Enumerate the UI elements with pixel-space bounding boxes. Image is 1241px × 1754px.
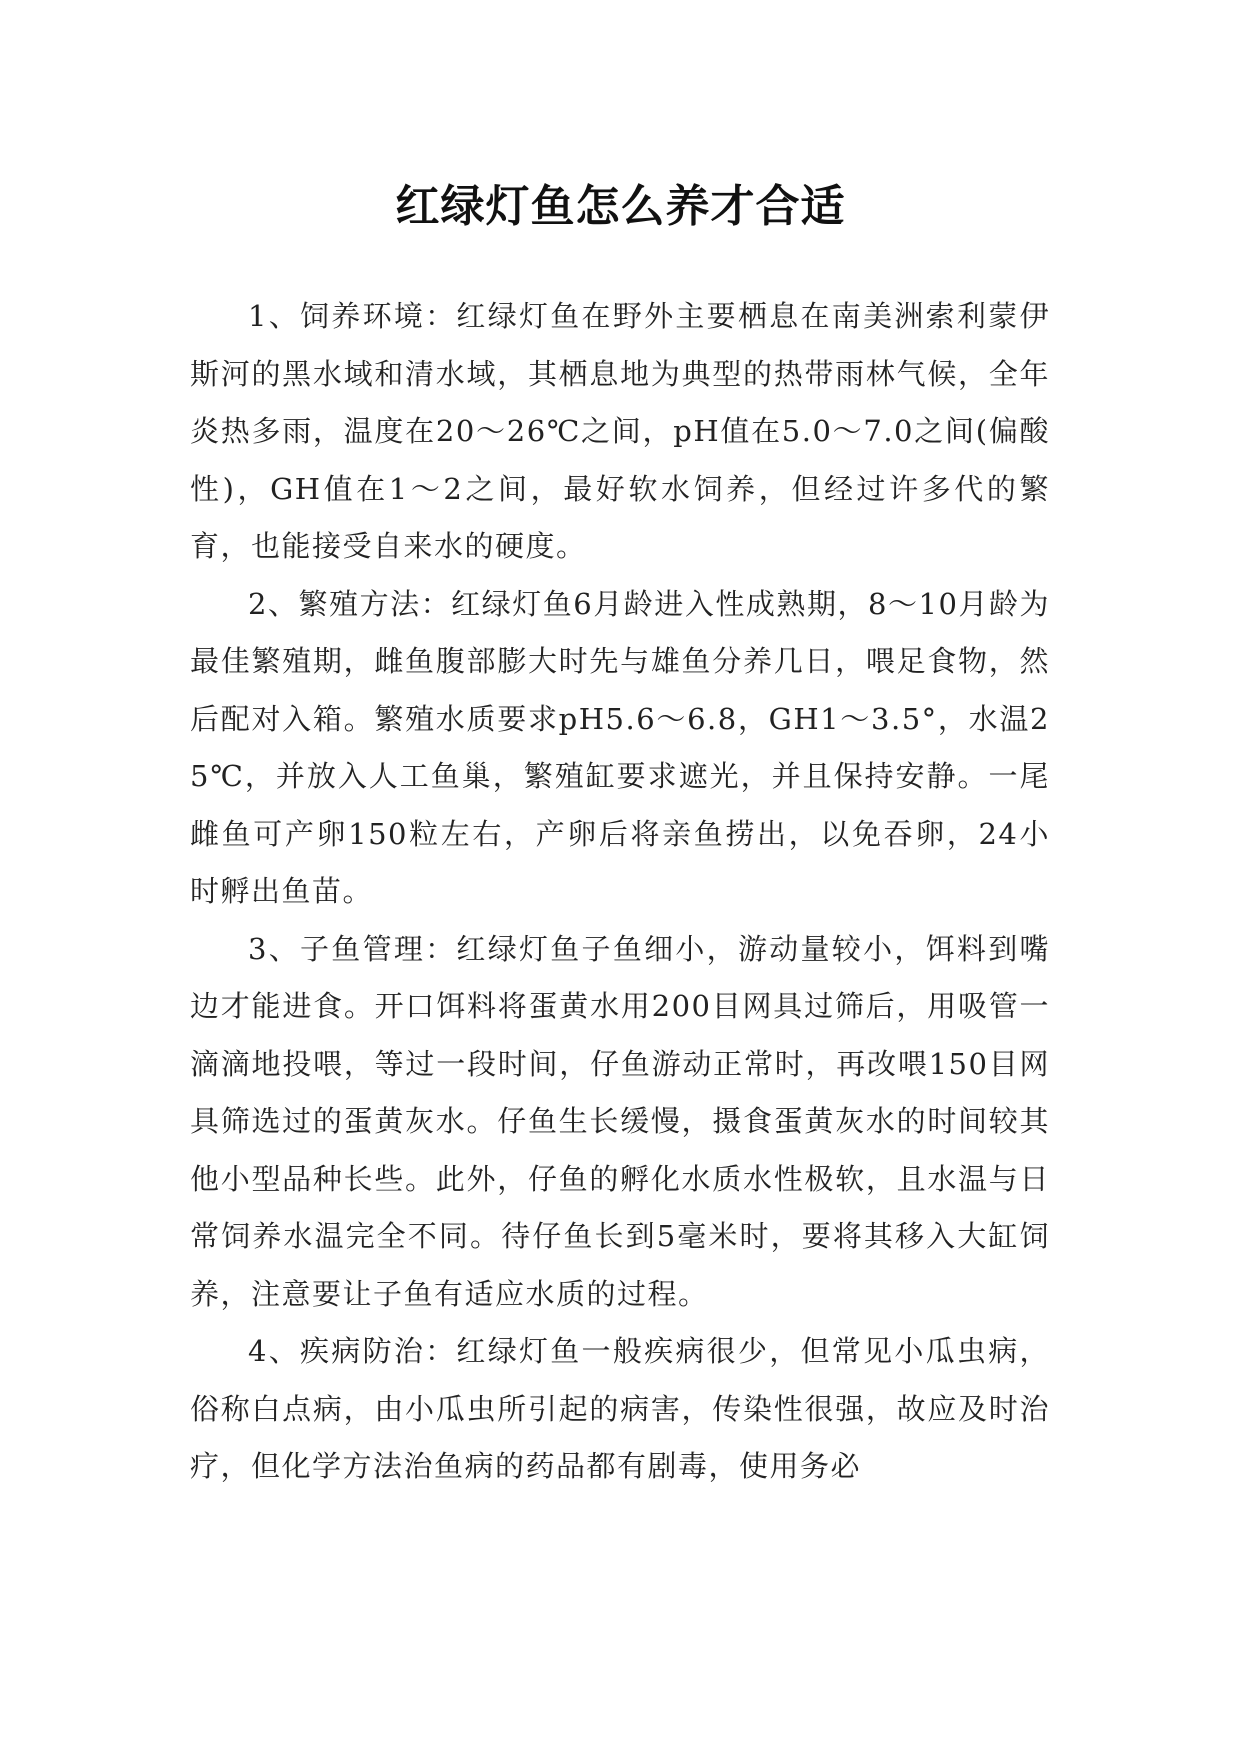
paragraph-breeding-method: 2、繁殖方法：红绿灯鱼6月龄进入性成熟期，8～10月龄为最佳繁殖期，雌鱼腹部膨大时先与雄鱼分养几日，喂足食物，然后配对入箱。繁殖水质要求pH5.6～6.8，GH1～3.5°，水温25℃，并放入人工鱼巢，繁殖缸要求遮光，并且保持安静。一尾雌鱼可产卵150粒左右，产卵后将亲鱼捞出，以免吞卵，24小时孵出鱼苗。 (190, 586, 1050, 908)
paragraph-feeding-environment: 1、饲养环境：红绿灯鱼在野外主要栖息在南美洲索利蒙伊斯河的黑水域和清水域，其栖息地为典型的热带雨林气候，全年炎热多雨，温度在20～26℃之间，pH值在5.0～7.0之间(偏酸性)，GH值在1～2之间，最好软水饲养，但经过许多代的繁育，也能接受自来水的硬度。 (190, 299, 1050, 563)
paragraph-fry-management: 3、子鱼管理：红绿灯鱼子鱼细小，游动量较小，饵料到嘴边才能进食。开口饵料将蛋黄水用200目网具过筛后，用吸管一滴滴地投喂，等过一段时间，仔鱼游动正常时，再改喂150目网具筛选过的蛋黄灰水。仔鱼生长缓慢，摄食蛋黄灰水的时间较其他小型品种长些。此外，仔鱼的孵化水质水性极软，且水温与日常饲养水温完全不同。待仔鱼长到5毫米时，要将其移入大缸饲养，注意要让子鱼有适应水质的过程。 (190, 931, 1050, 1311)
document-title: 红绿灯鱼怎么养才合适 (395, 181, 846, 233)
paragraph-disease-prevention: 4、疾病防治：红绿灯鱼一般疾病很少，但常见小瓜虫病，俗称白点病，由小瓜虫所引起的病害，传染性很强，故应及时治疗，但化学方法治鱼病的药品都有剧毒，使用务必 (190, 1334, 1050, 1483)
document-body (190, 288, 1050, 1496)
